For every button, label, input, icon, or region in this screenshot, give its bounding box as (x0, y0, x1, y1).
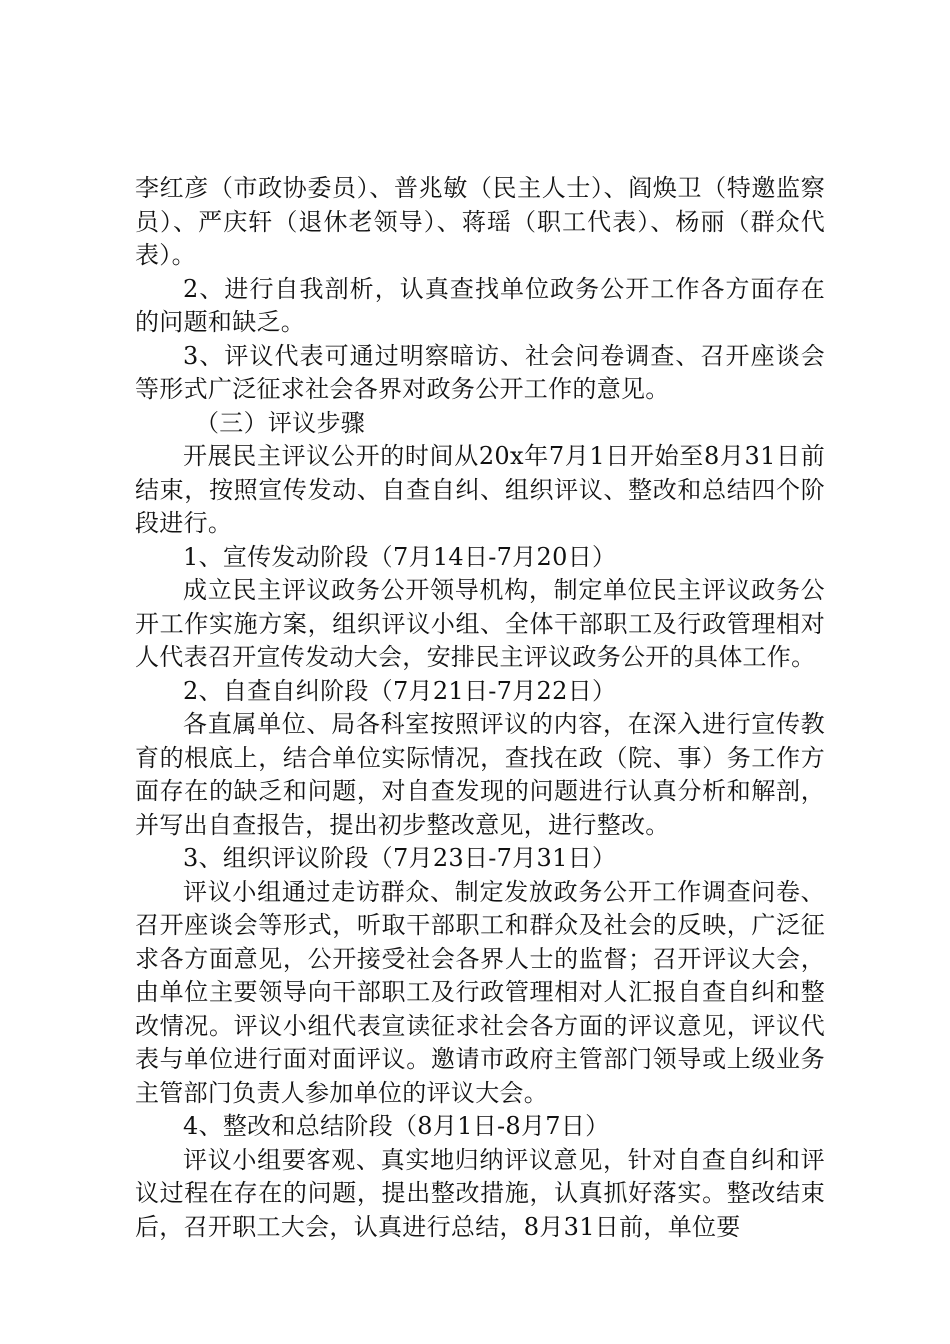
paragraph-opinion-collection: 3、评议代表可通过明察暗访、社会问卷调查、召开座谈会等形式广泛征求社会各界对政务公开工作的意见。 (135, 341, 825, 403)
paragraph-self-analysis: 2、进行自我剖析，认真查找单位政务公开工作各方面存在的问题和缺乏。 (135, 274, 825, 336)
document-body (135, 172, 825, 1244)
section-heading-evaluation-steps: （三）评议步骤 (195, 408, 366, 437)
paragraph-self-inspection-stage: 各直属单位、局各科室按照评议的内容，在深入进行宣传教育的根底上，结合单位实际情况，查找在政（院、事）务工作方面存在的缺乏和问题，对自查发现的问题进行认真分析和解剖，并写出自查报告，提出初步整改意见，进行整改。 (135, 710, 825, 839)
paragraph-evaluation-timeline: 开展民主评议公开的时间从20x年7月1日开始至8月31日前结束，按照宣传发动、自查自纠、组织评议、整改和总结四个阶段进行。 (135, 442, 825, 537)
stage-heading-organize-evaluation: 3、组织评议阶段（7月23日-7月31日） (183, 844, 617, 872)
paragraph-evaluators-list: 李红彦（市政协委员）、普兆敏（民主人士）、阎焕卫（特邀监察员）、严庆轩（退休老领导）、蒋瑶（职工代表）、杨丽（群众代表）。 (135, 174, 825, 269)
paragraph-organize-evaluation-stage: 评议小组通过走访群众、制定发放政务公开工作调查问卷、召开座谈会等形式，听取干部职工和群众及社会的反映，广泛征求各方面意见，公开接受社会各界人士的监督；召开评议大会，由单位主要领导向干部职工及行政管理相对人汇报自查自纠和整改情况。评议小组代表宣读征求社会各方面的评议意见，评议代表与单位进行面对面评议。邀请市政府主管部门领导或上级业务主管部门负责人参加单位的评议大会。 (135, 877, 825, 1107)
stage-heading-publicity: 1、宣传发动阶段（7月14日-7月20日） (183, 542, 617, 571)
stage-heading-self-inspection: 2、自查自纠阶段（7月21日-7月22日） (183, 676, 617, 705)
paragraph-rectification-stage: 评议小组要客观、真实地归纳评议意见，针对自查自纠和评议过程在存在的问题，提出整改措施，认真抓好落实。整改结束后，召开职工大会，认真进行总结，8月31日前，单位要 (135, 1145, 825, 1241)
paragraph-publicity-stage: 成立民主评议政务公开领导机构，制定单位民主评议政务公开工作实施方案，组织评议小组、全体干部职工及行政管理相对人代表召开宣传发动大会，安排民主评议政务公开的具体工作。 (135, 576, 825, 671)
stage-heading-rectification: 4、整改和总结阶段（8月1日-8月7日） (183, 1112, 610, 1140)
